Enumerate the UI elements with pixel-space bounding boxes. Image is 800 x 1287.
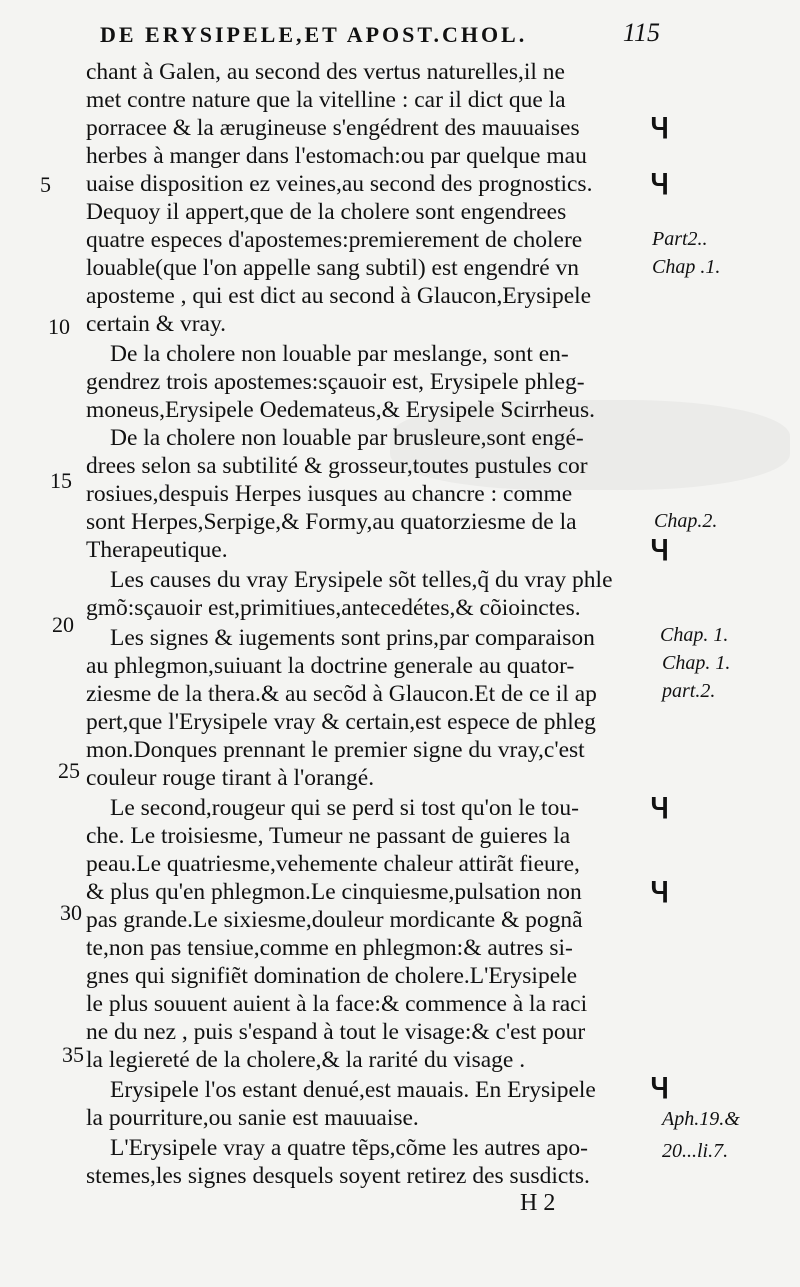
text-line: Les signes & iugements sont prins,par comparaison: [110, 625, 595, 651]
text-line: ziesme de la thera.& au secõd à Glaucon.Et de ce il ap: [86, 681, 597, 707]
text-line: gendrez trois apostemes:sçauoir est, Erysipele phleg-: [86, 369, 585, 395]
text-line: herbes à manger dans l'estomach:ou par quelque mau: [86, 143, 587, 169]
paragraph-marker-icon: Ɥ: [650, 1074, 670, 1105]
text-line: Les causes du vray Erysipele sõt telles,q̃ du vray phle: [110, 567, 613, 593]
margin-note: Chap. 1.: [662, 652, 731, 674]
margin-note: Chap.2.: [654, 510, 718, 532]
text-line: pas grande.Le sixiesme,douleur mordicante & pognã: [86, 907, 583, 933]
line-number: 20: [52, 612, 74, 637]
text-line: porracee & la ærugineuse s'engédrent des mauuaises: [86, 115, 580, 141]
text-line: la pourriture,ou sanie est mauuaise.: [86, 1105, 419, 1131]
line-number: 30: [60, 900, 82, 925]
text-line: stemes,les signes desquels soyent retirez des susdicts.: [86, 1163, 590, 1189]
text-line: aposteme , qui est dict au second à Glaucon,Erysipele: [86, 283, 592, 309]
text-line: certain & vray.: [86, 311, 227, 337]
text-line: chant à Galen, au second des vertus naturelles,il ne: [86, 59, 565, 85]
text-line: au phlegmon,suiuant la doctrine generale au quator-: [86, 653, 575, 679]
text-line: Dequoy il appert,que de la cholere sont engendrees: [86, 199, 567, 225]
paragraph-marker-icon: Ɥ: [650, 536, 670, 567]
text-line: De la cholere non louable par meslange, sont en-: [110, 341, 569, 367]
text-line: drees selon sa subtilité & grosseur,toutes pustules cor: [86, 453, 588, 479]
text-line: che. Le troisiesme, Tumeur ne passant de guieres la: [86, 823, 571, 849]
margin-note: Chap. 1.: [660, 624, 729, 646]
text-line: couleur rouge tirant à l'orangé.: [86, 765, 375, 791]
text-line: la legiereté de la cholere,& la rarité du visage .: [86, 1047, 526, 1073]
line-number: 5: [40, 172, 51, 197]
paragraph-marker-icon: Ɥ: [650, 170, 670, 201]
paragraph-marker-icon: Ɥ: [650, 794, 670, 825]
text-line: Erysipele l'os estant denué,est mauais. En Erysipele: [110, 1077, 596, 1103]
margin-note: 20...li.7.: [662, 1140, 729, 1162]
text-line: pert,que l'Erysipele vray & certain,est espece de phleg: [86, 709, 596, 735]
text-line: ne du nez , puis s'espand à tout le visage:& c'est pour: [86, 1019, 586, 1045]
text-line: met contre nature que la vitelline : car il dict que la: [86, 87, 566, 113]
text-line: Therapeutique.: [86, 537, 228, 563]
page-header: [100, 18, 660, 58]
text-line: le plus souuent auient à la face:& commence à la raci: [86, 991, 588, 1017]
text-line: sont Herpes,Serpige,& Formy,au quatorziesme de la: [86, 509, 577, 535]
margin-note: Chap .1.: [652, 256, 721, 278]
text-line: quatre especes d'apostemes:premierement de cholere: [86, 227, 583, 253]
text-line: L'Erysipele vray a quatre tẽps,cõme les autres apo-: [110, 1135, 588, 1161]
text-line: moneus,Erysipele Oedemateus,& Erysipele Scirrheus.: [86, 397, 596, 423]
paragraph-marker-icon: Ɥ: [650, 114, 670, 145]
text-line: uaise disposition ez veines,au second des prognostics.: [86, 171, 593, 197]
line-number: 35: [62, 1042, 84, 1067]
line-number: 15: [50, 468, 72, 493]
text-line: gnes qui signifiẽt domination de cholere.L'Erysipele: [86, 963, 578, 989]
text-line: & plus qu'en phlegmon.Le cinquiesme,pulsation non: [86, 879, 582, 905]
margin-note: Part2..: [652, 228, 708, 250]
text-line: te,non pas tensiue,comme en phlegmon:& autres si-: [86, 935, 573, 961]
text-line: rosiues,despuis Herpes iusques au chancre : comme: [86, 481, 573, 507]
paragraph-marker-icon: Ɥ: [650, 878, 670, 909]
margin-note: Aph.19.&: [662, 1108, 740, 1130]
text-line: gmõ:sçauoir est,primitiues,antecedétes,& cõioinctes.: [86, 595, 581, 621]
line-number: 25: [58, 758, 80, 783]
signature-mark: H 2: [520, 1190, 556, 1216]
text-line: De la cholere non louable par brusleure,sont engé-: [110, 425, 584, 451]
running-head: DE ERYSIPELE,ET APOST.CHOL.: [100, 22, 528, 47]
margin-note: part.2.: [662, 680, 716, 702]
text-line: mon.Donques prennant le premier signe du vray,c'est: [86, 737, 585, 763]
text-line: Le second,rougeur qui se perd si tost qu'on le tou-: [110, 795, 579, 821]
line-number: 10: [48, 314, 70, 339]
page-number: 115: [622, 18, 660, 47]
text-line: peau.Le quatriesme,vehemente chaleur attirãt fieure,: [86, 851, 580, 877]
text-line: louable(que l'on appelle sang subtil) est engendré vn: [86, 255, 580, 281]
